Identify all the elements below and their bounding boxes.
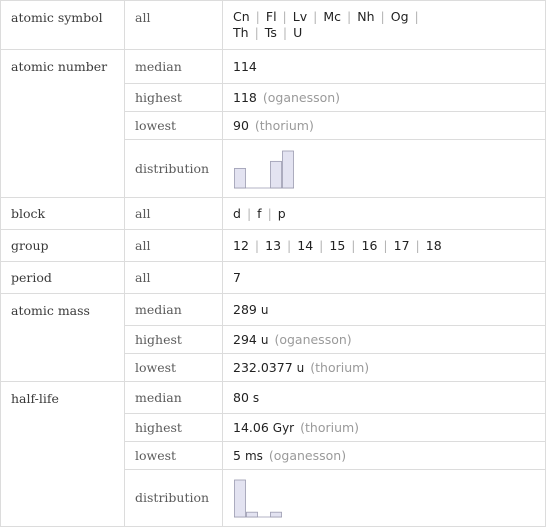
- histogram-bar: [283, 151, 294, 188]
- sub-label-lowest: lowest: [125, 112, 223, 140]
- atomic-number-highest: [223, 84, 546, 112]
- distribution-histogram: [233, 148, 313, 190]
- symbol-item: Th: [233, 25, 249, 40]
- sub-label-lowest: lowest: [125, 442, 223, 470]
- row-label-atomic-symbol: atomic symbol: [1, 1, 125, 50]
- value: 289: [233, 301, 257, 317]
- histogram-bar: [235, 168, 246, 188]
- group-item: 16: [361, 237, 378, 253]
- value: 232.0377: [233, 359, 293, 375]
- unit: u: [260, 302, 269, 317]
- symbol-item: Mc: [323, 9, 342, 24]
- unit: ms: [244, 448, 263, 463]
- sub-label-lowest: lowest: [125, 354, 223, 382]
- row-label-block: block: [1, 198, 125, 230]
- element-note: (thorium): [300, 419, 360, 435]
- block-item: p: [277, 205, 286, 221]
- element-note: (thorium): [310, 359, 370, 375]
- row-label-atomic-mass: atomic mass: [1, 294, 125, 382]
- sub-label-all: all: [125, 230, 223, 262]
- symbol-item: Fl: [265, 9, 277, 24]
- histogram-bar: [271, 512, 282, 517]
- symbol-item: U: [293, 25, 303, 40]
- atomic-mass-median: [223, 294, 546, 326]
- element-note: (oganesson): [274, 331, 352, 347]
- atomic-number-median: 114: [223, 50, 546, 84]
- value: 118: [233, 89, 257, 105]
- distribution-histogram: [233, 477, 313, 519]
- group-item: 14: [297, 237, 314, 253]
- unit: u: [260, 332, 269, 347]
- block-item: f: [257, 205, 262, 221]
- period-value: 7: [223, 262, 546, 294]
- atomic-mass-highest: [223, 326, 546, 354]
- unit: s: [252, 390, 260, 405]
- sub-label-highest: highest: [125, 84, 223, 112]
- sub-label-all: all: [125, 262, 223, 294]
- atomic-number-distribution: [223, 140, 546, 198]
- sub-label-highest: highest: [125, 414, 223, 442]
- half-life-lowest: [223, 442, 546, 470]
- element-note: (thorium): [254, 117, 314, 133]
- atomic-number-lowest: [223, 112, 546, 140]
- sub-label-median: median: [125, 382, 223, 414]
- sub-label-median: median: [125, 294, 223, 326]
- value: 5: [233, 447, 241, 463]
- value: 80: [233, 389, 249, 405]
- atomic-symbol-list: Cn | Fl | Lv | Mc | Nh | Og | Th | Ts | U: [223, 1, 546, 50]
- row-label-atomic-number: atomic number: [1, 50, 125, 198]
- histogram-bar: [247, 512, 258, 517]
- histogram-bar: [235, 480, 246, 517]
- sub-label-median: median: [125, 50, 223, 84]
- row-label-half-life: half-life: [1, 382, 125, 527]
- element-note: (oganesson): [262, 89, 341, 105]
- row-label-period: period: [1, 262, 125, 294]
- symbol-item: Lv: [292, 9, 308, 24]
- unit: Gyr: [272, 420, 295, 435]
- sub-label-highest: highest: [125, 326, 223, 354]
- unit: u: [296, 360, 305, 375]
- group-item: 17: [393, 237, 410, 253]
- atomic-mass-lowest: [223, 354, 546, 382]
- sub-label-distribution: distribution: [125, 140, 223, 198]
- symbol-item: Cn: [233, 9, 250, 24]
- symbol-item: Og: [390, 9, 409, 24]
- half-life-median: [223, 382, 546, 414]
- symbol-item: Nh: [357, 9, 375, 24]
- half-life-distribution: [223, 470, 546, 527]
- sub-label-distribution: distribution: [125, 470, 223, 527]
- group-item: 12: [233, 237, 249, 253]
- group-list: 12 | 13 | 14 | 15 | 16 | 17 | 18: [223, 230, 546, 262]
- block-item: d: [233, 205, 241, 221]
- block-list: d | f | p: [223, 198, 546, 230]
- element-note: (oganesson): [268, 447, 347, 463]
- sub-label-all: all: [125, 198, 223, 230]
- group-item: 13: [265, 237, 282, 253]
- value: 294: [233, 331, 257, 347]
- symbol-item: Ts: [264, 25, 277, 40]
- sub-label-all: all: [125, 1, 223, 50]
- value: 14.06: [233, 419, 269, 435]
- half-life-highest: [223, 414, 546, 442]
- value: 90: [233, 117, 249, 133]
- group-item: 18: [425, 237, 442, 253]
- row-label-group: group: [1, 230, 125, 262]
- group-item: 15: [329, 237, 346, 253]
- histogram-bar: [271, 161, 282, 188]
